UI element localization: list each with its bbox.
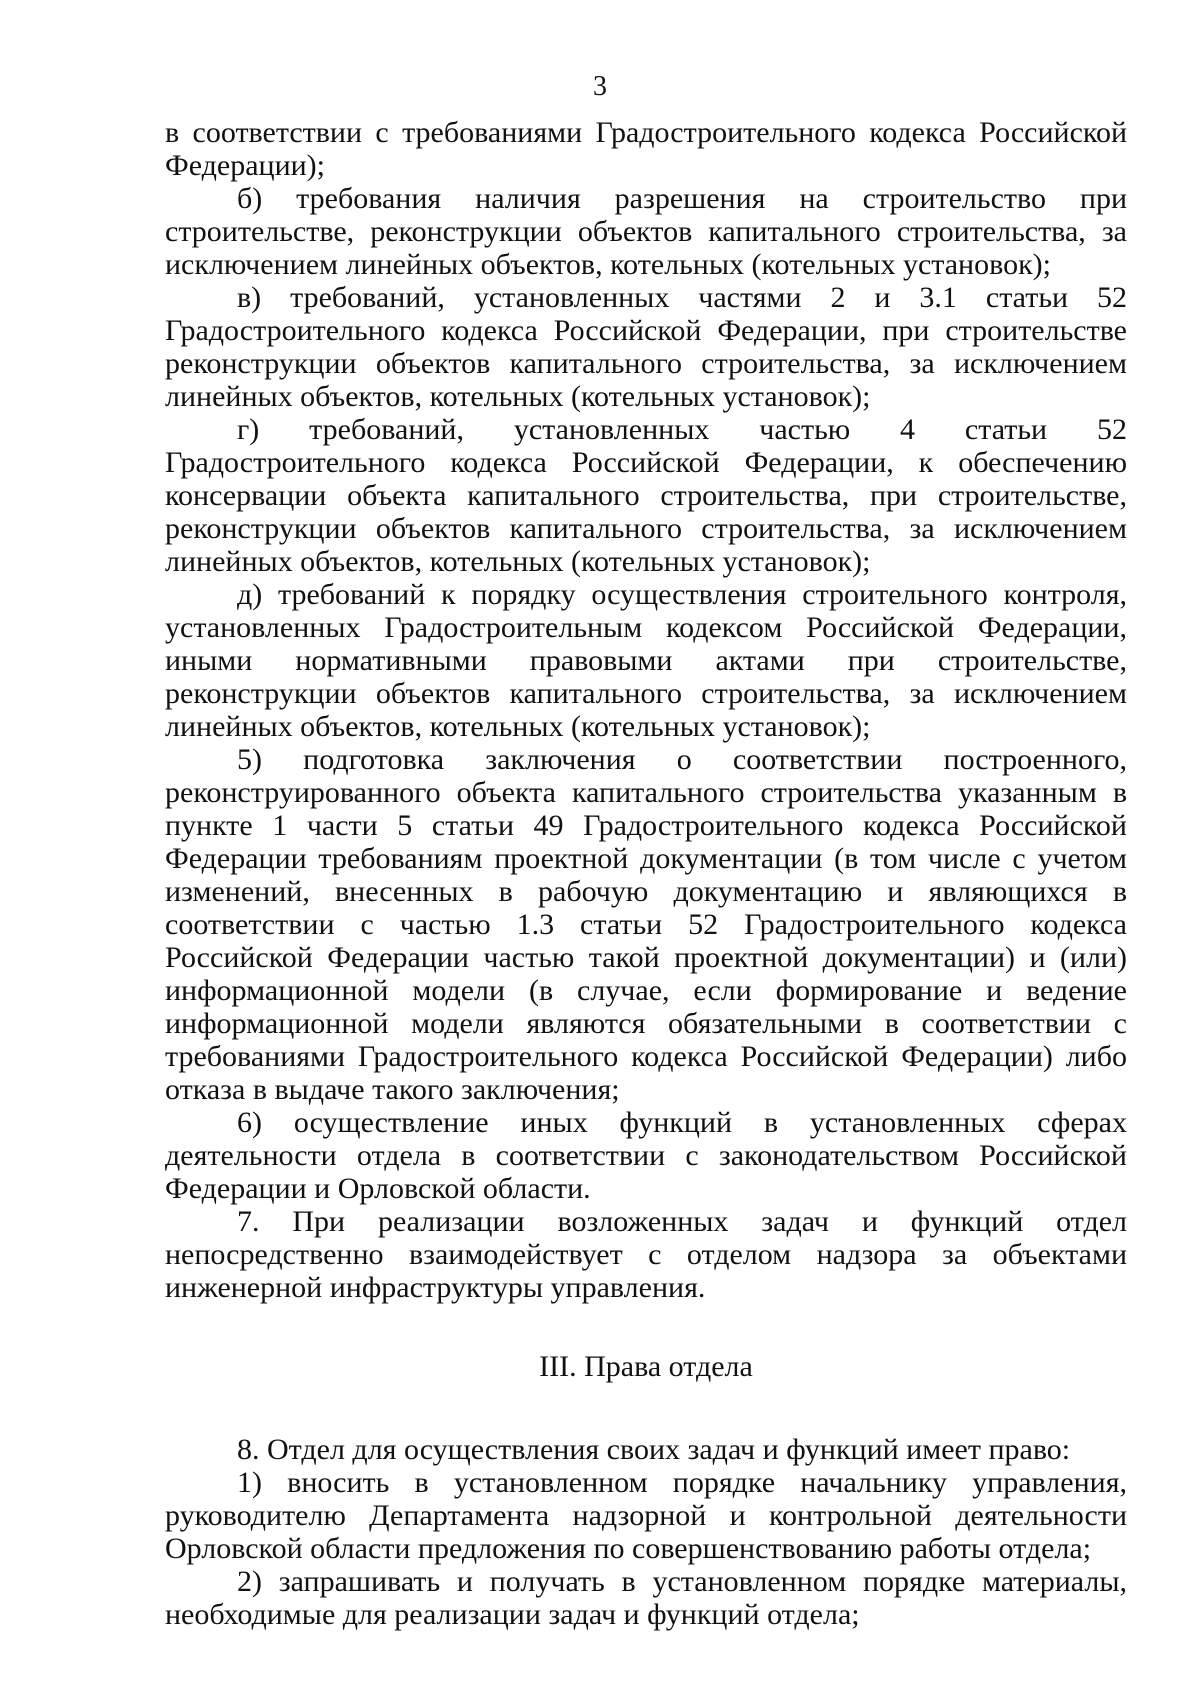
paragraph-right-2: 2) запрашивать и получать в установленном порядке материалы, необходимые для реализации задач и функций отдела; [165,1565,1127,1631]
section-heading: III. Права отдела [539,1350,753,1383]
paragraph-item-7: 7. При реализации возложенных задач и функций отдел непосредственно взаимодействует с отделом надзора за объектами инженерной инфраструктуры управления. [165,1205,1127,1304]
page-number: 3 [593,71,607,102]
paragraph-item-d: д) требований к порядку осуществления строительного контроля, установленных Градостроительным кодексом Российской Федерации, иными нормативными правовыми актами при строительстве, реконструкции объектов капитального строительства, за исключением линейных объектов, котельных (котельных установок); [165,578,1127,743]
paragraph-item-6: 6) осуществление иных функций в установленных сферах деятельности отдела в соответствии с законодательством Российской Федерации и Орловской области. [165,1106,1127,1205]
paragraph-item-v: в) требований, установленных частями 2 и 3.1 статьи 52 Градостроительного кодекса Российской Федерации, при строительстве реконструкции объектов капитального строительства, за исключением линейных объектов, котельных (котельных установок); [165,281,1127,413]
document-body [165,116,1127,1631]
paragraph-continuation: в соответствии с требованиями Градостроительного кодекса Российской Федерации); [165,116,1127,182]
paragraph-item-g: г) требований, установленных частью 4 статьи 52 Градостроительного кодекса Российской Федерации, к обеспечению консервации объекта капитального строительства, при строительстве, реконструкции объектов капитального строительства, за исключением линейных объектов, котельных (котельных установок); [165,413,1127,578]
paragraph-item-5: 5) подготовка заключения о соответствии построенного, реконструированного объекта капитального строительства указанным в пункте 1 части 5 статьи 49 Градостроительного кодекса Российской Федерации требованиям проектной документации (в том числе с учетом изменений, внесенных в рабочую документацию и являющихся в соответствии с частью 1.3 статьи 52 Градостроительного кодекса Российской Федерации частью такой проектной документации) и (или) информационной модели (в случае, если формирование и ведение информационной модели являются обязательными в соответствии с требованиями Градостроительного кодекса Российской Федерации) либо отказа в выдаче такого заключения; [165,743,1127,1106]
paragraph-item-8: 8. Отдел для осуществления своих задач и функций имеет право: [237,1433,1071,1466]
paragraph-item-b: б) требования наличия разрешения на строительство при строительстве, реконструкции объектов капитального строительства, за исключением линейных объектов, котельных (котельных установок); [165,182,1127,281]
paragraph-right-1: 1) вносить в установленном порядке начальнику управления, руководителю Департамента надзорной и контрольной деятельности Орловской области предложения по совершенствованию работы отдела; [165,1466,1127,1565]
